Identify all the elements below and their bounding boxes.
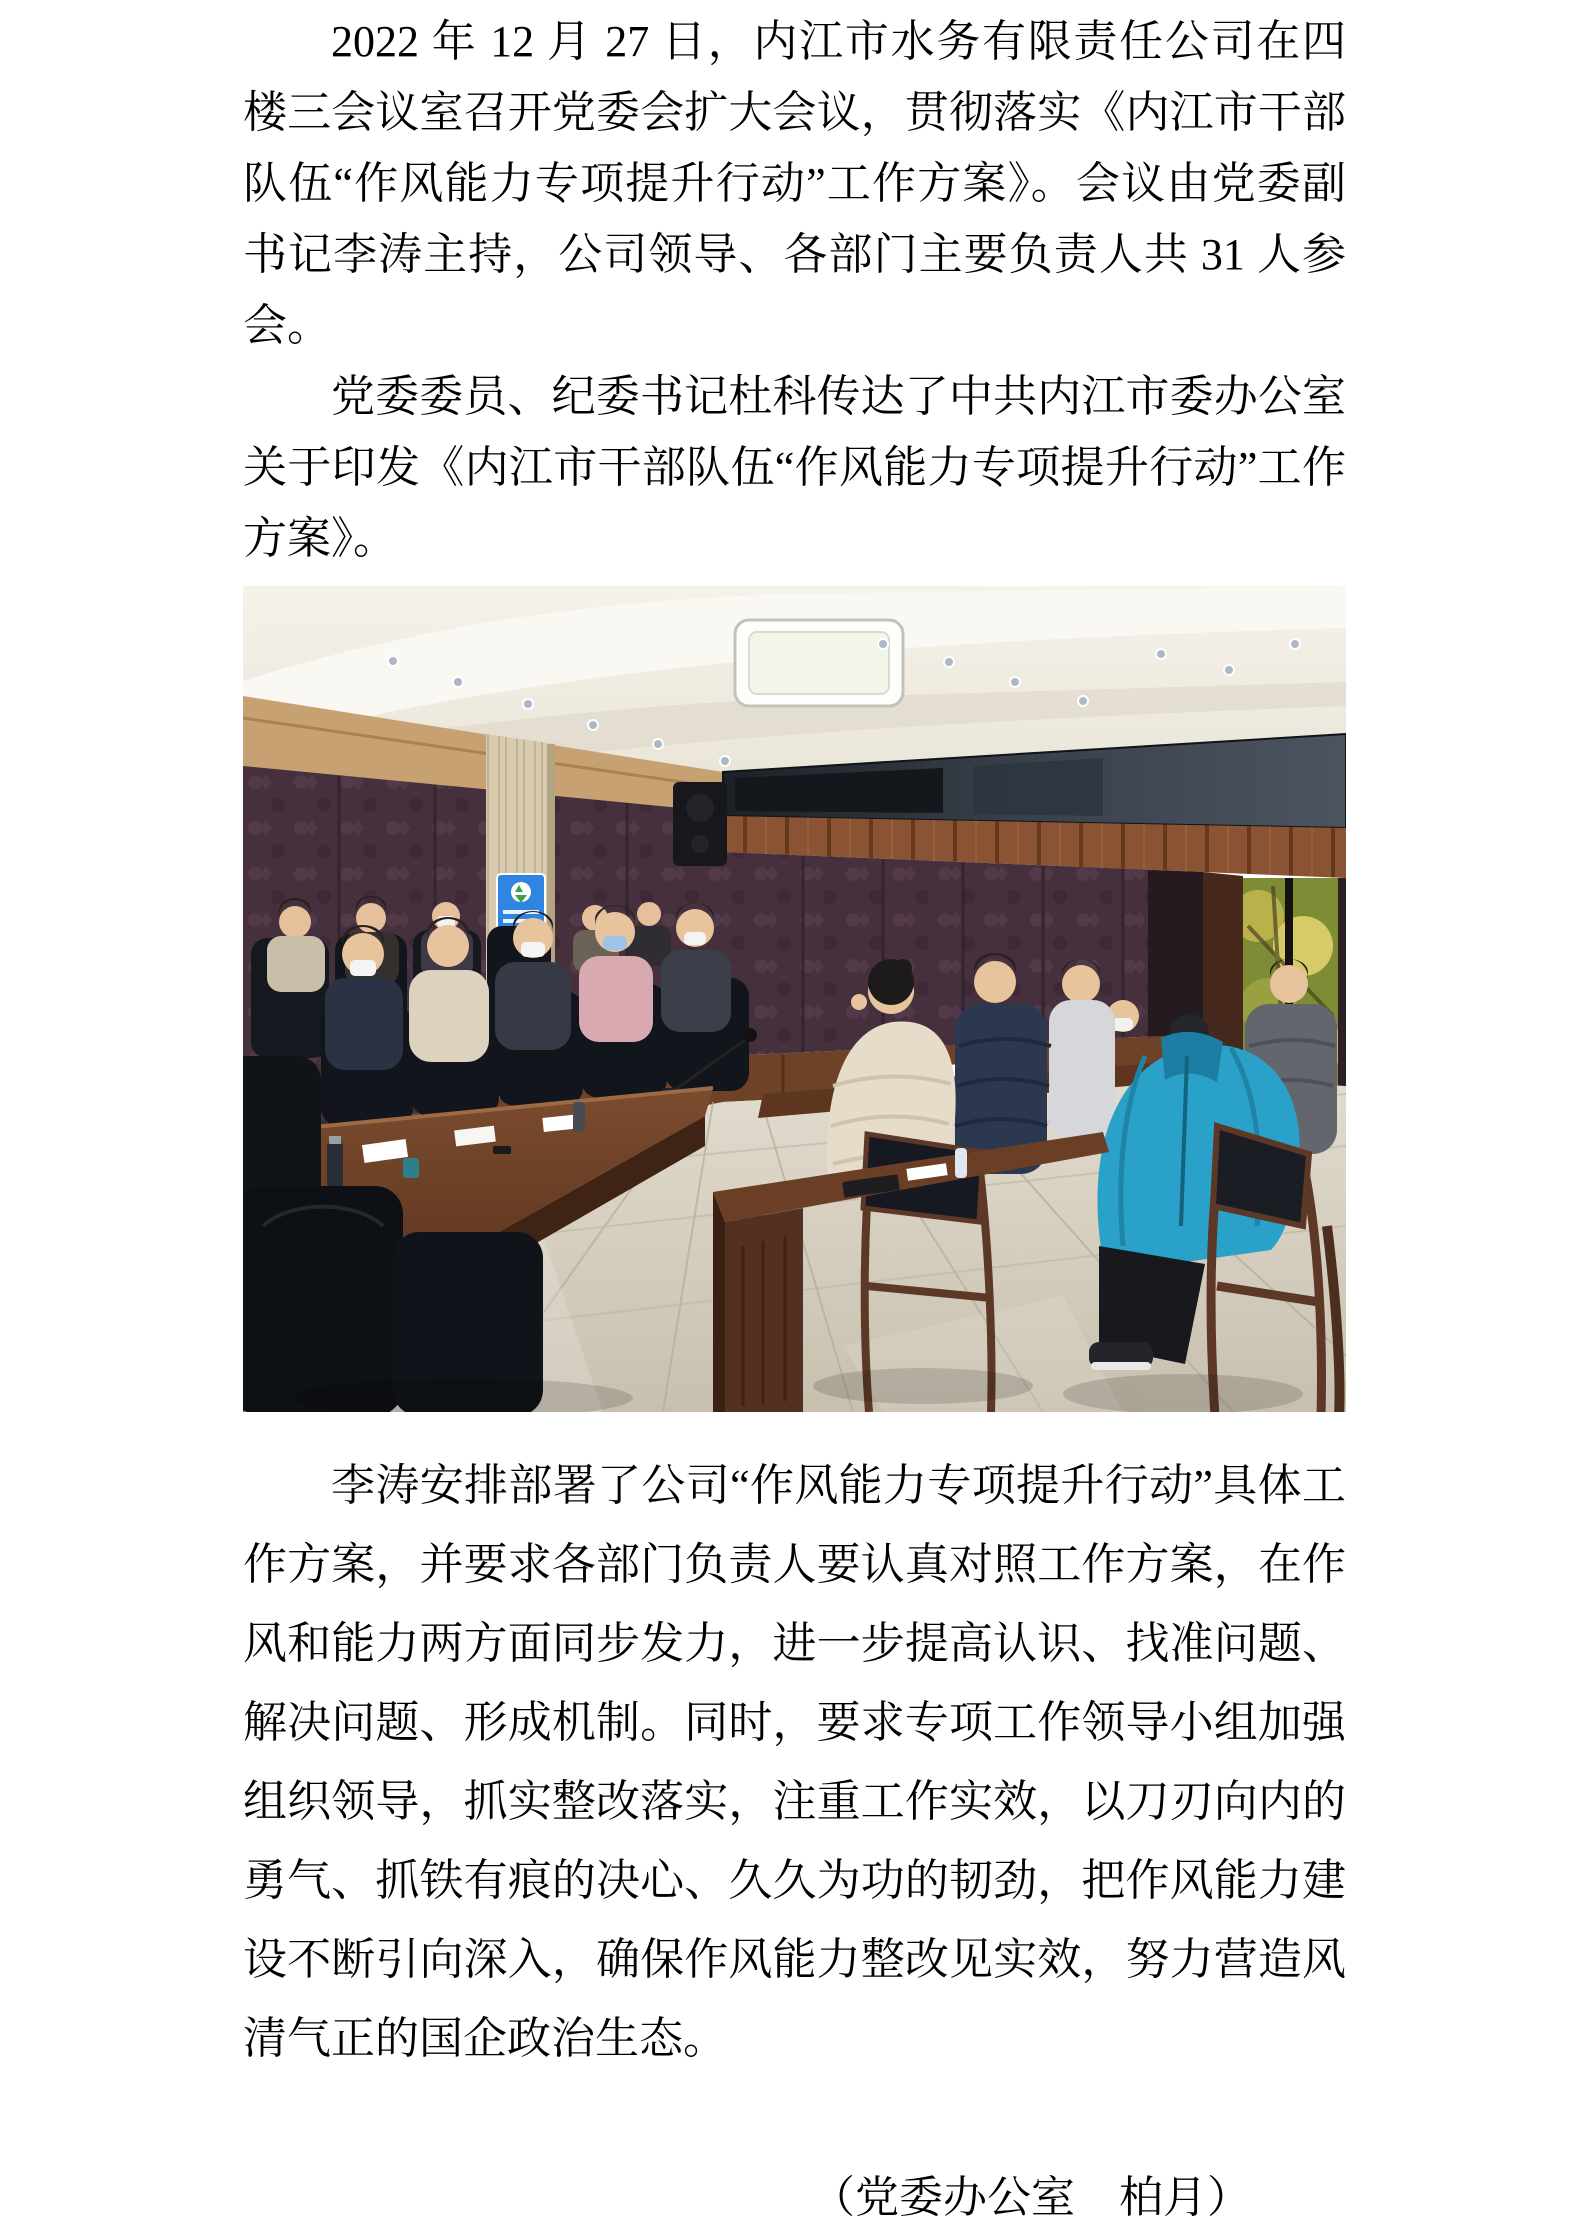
- paragraph-3: 李涛安排部署了公司“作风能力专项提升行动”具体工作方案，并要求各部门负责人要认真对照工作方案，在作风和能力两方面同步发力，进一步提高认识、找准问题、解决问题、形成机制。同时，要求专项工作领导小组加强组织领导，抓实整改落实，注重工作实效，以刀刃向内的勇气、抓铁有痕的决心、久久为功的韧劲，把作风能力建设不断引向深入，确保作风能力整改见实效，努力营造风清气正的国企政治生态。: [243, 1461, 1346, 2063]
- article: [243, 6, 1346, 2233]
- signature-line: （党委办公室 柏月）: [811, 2173, 1251, 2222]
- speaker: [673, 782, 727, 866]
- meeting-photo: [243, 586, 1346, 1412]
- paragraph-1: 2022 年 12 月 27 日，内江市水务有限责任公司在四楼三会议室召开党委会扩大会议，贯彻落实《内江市干部队伍“作风能力专项提升行动”工作方案》。会议由党委副书记李涛主持，公司领导、各部门主要负责人共 31 人参会。: [243, 17, 1346, 350]
- ceiling-light-panel: [735, 620, 903, 706]
- paragraph-2: 党委委员、纪委书记杜科传达了中共内江市委办公室关于印发《内江市干部队伍“作风能力专项提升行动”工作方案》。: [243, 372, 1346, 563]
- meeting-photo-svg: [243, 586, 1346, 1412]
